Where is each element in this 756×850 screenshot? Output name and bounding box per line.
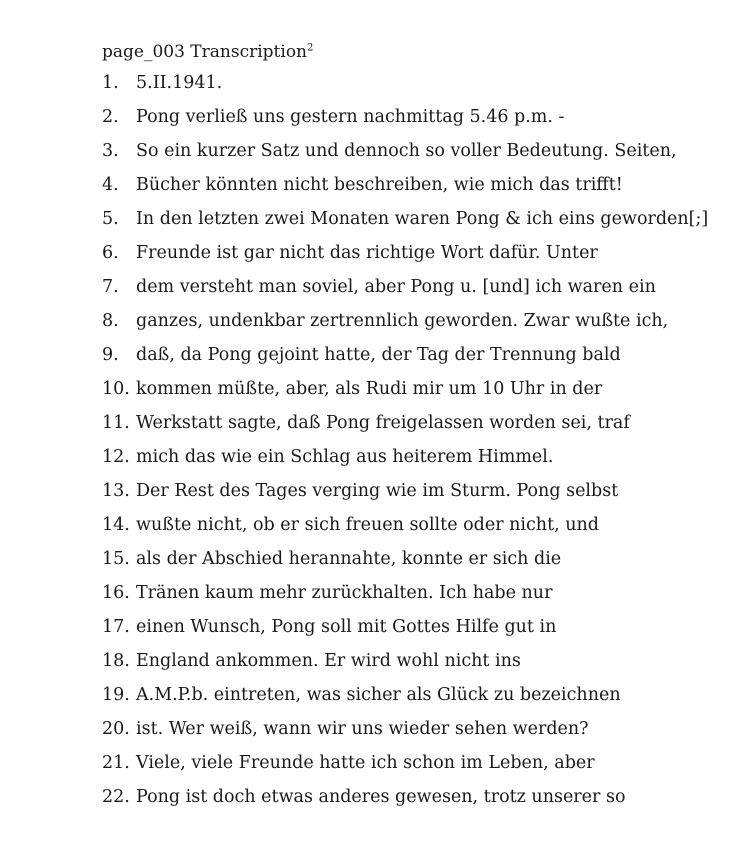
line-number: 10. [102,379,130,399]
line-number: 19. [102,685,130,705]
line-text: ganzes, undenkbar zertrennlich geworden. Zwar wußte ich, [136,311,669,331]
transcription-line [102,510,742,544]
line-text: England ankommen. Er wird wohl nicht ins [136,651,521,671]
transcription-line [102,102,742,136]
transcription-line [102,374,742,408]
transcription-line [102,646,742,680]
page-title [102,38,742,68]
line-text: Freunde ist gar nicht das richtige Wort dafür. Unter [136,243,598,263]
line-text: Viele, viele Freunde hatte ich schon im Leben, aber [136,753,595,773]
line-text: einen Wunsch, Pong soll mit Gottes Hilfe gut in [136,617,557,637]
line-text: In den letzten zwei Monaten waren Pong & ich eins geworden[;] [136,209,709,229]
line-text: So ein kurzer Satz und dennoch so voller Bedeutung. Seiten, [136,141,677,161]
line-number: 11. [102,413,130,433]
line-text: daß, da Pong gejoint hatte, der Tag der Trennung bald [136,345,621,365]
line-number: 15. [102,549,130,569]
line-number: 16. [102,583,130,603]
line-text: als der Abschied herannahte, konnte er sich die [136,549,562,569]
line-number: 13. [102,481,130,501]
line-number: 22. [102,787,130,807]
line-number: 2. [102,107,119,127]
transcription-line [102,238,742,272]
transcription-line [102,714,742,748]
line-text: Pong verließ uns gestern nachmittag 5.46 p.m. - [136,107,565,127]
line-number: 12. [102,447,130,467]
transcription-line [102,340,742,374]
transcription-line [102,476,742,510]
transcription-line [102,408,742,442]
line-text: dem versteht man soviel, aber Pong u. [und] ich waren ein [136,277,656,297]
line-number: 18. [102,651,130,671]
line-text: Werkstatt sagte, daß Pong freigelassen worden sei, traf [136,413,630,433]
line-text: wußte nicht, ob er sich freuen sollte oder nicht, und [136,515,599,535]
line-number: 3. [102,141,119,161]
transcription-page [102,38,742,816]
line-number: 6. [102,243,119,263]
line-number: 9. [102,345,119,365]
transcription-line [102,748,742,782]
line-text: 5.II.1941. [136,73,223,93]
transcription-line [102,272,742,306]
page-title-text: page_003 Transcription [102,42,308,62]
line-text: Bücher könnten nicht beschreiben, wie mich das trifft! [136,175,623,195]
transcription-line [102,544,742,578]
line-number: 14. [102,515,130,535]
transcription-line [102,578,742,612]
line-number: 8. [102,311,119,331]
transcription-line [102,782,742,816]
line-number: 20. [102,719,130,739]
transcription-line [102,306,742,340]
line-text: kommen müßte, aber, als Rudi mir um 10 Uhr in der [136,379,603,399]
line-number: 4. [102,175,119,195]
line-number: 7. [102,277,119,297]
line-text: A.M.P.b. eintreten, was sicher als Glück zu bezeichnen [136,685,621,705]
line-number: 1. [102,73,119,93]
line-number: 21. [102,753,130,773]
transcription-line [102,612,742,646]
line-text: Der Rest des Tages verging wie im Sturm. Pong selbst [136,481,619,501]
transcription-line [102,204,742,238]
line-text: Pong ist doch etwas anderes gewesen, trotz unserer so [136,787,626,807]
title-footnote-marker: 2 [307,42,314,54]
transcription-line [102,680,742,714]
transcription-lines [102,68,742,816]
line-text: mich das wie ein Schlag aus heiterem Himmel. [136,447,554,467]
transcription-line [102,68,742,102]
transcription-line [102,136,742,170]
line-number: 5. [102,209,119,229]
line-text: ist. Wer weiß, wann wir uns wieder sehen werden? [136,719,589,739]
line-number: 17. [102,617,130,637]
transcription-line [102,170,742,204]
line-text: Tränen kaum mehr zurückhalten. Ich habe nur [136,583,553,603]
transcription-line [102,442,742,476]
